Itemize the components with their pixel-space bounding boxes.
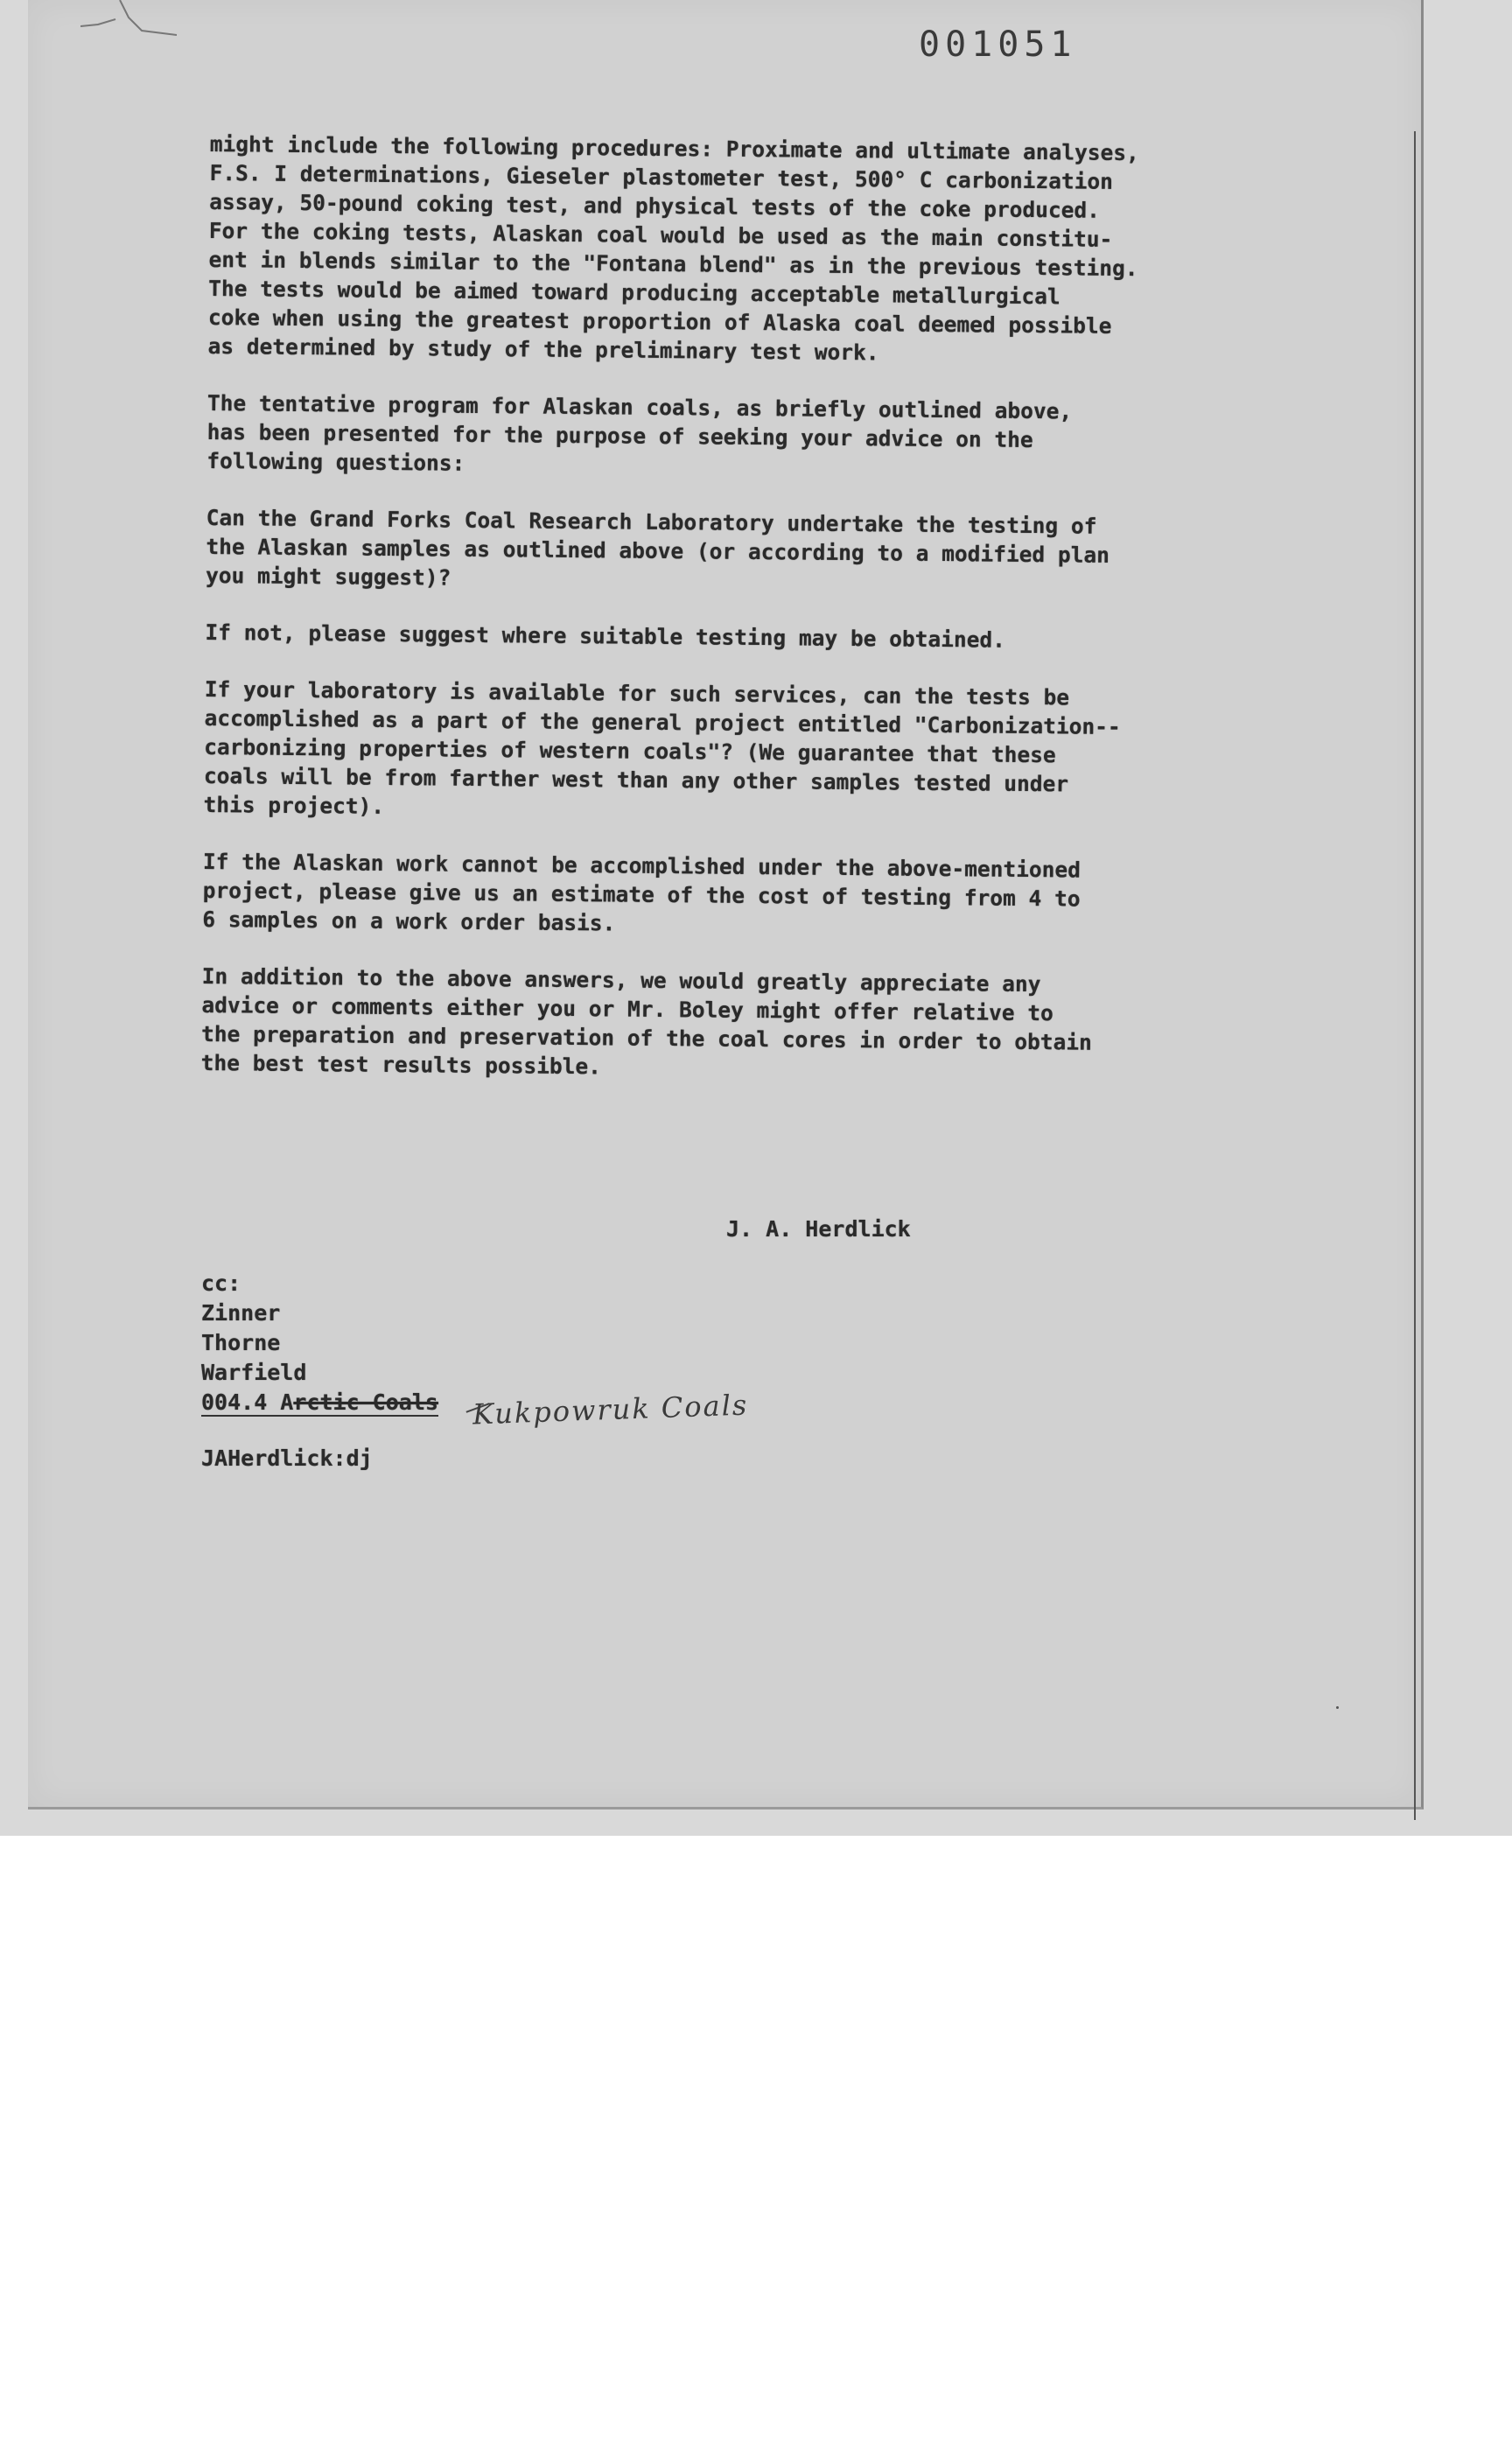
cc-name: Zinner (201, 1300, 281, 1326)
handwritten-note: Kukpowruk Coals (472, 1388, 749, 1432)
scan-speck (1336, 1706, 1339, 1709)
paragraph-procedures: might include the following procedures: Proximate and ultimate analyses, F.S. I determinations, Gieseler plastometer test, 500° C carbonization assay, 50-pound coking test, and physical tests of the coke produced. For the coking tests, Alaskan coal would be used as the main constitu- ent in blends similar to the "Fontana blend" as in the previous testing. The tests would be aimed toward producing acceptable metallurgical coke when using the greatest proportion of Alaska coal deemed possible as determined by study of the preliminary test work. (207, 130, 1139, 366)
paragraph-cost-estimate: If the Alaskan work cannot be accomplished under the above-mentioned project, please give us an estimate of the cost of testing from 4 to 6 samples on a work order basis. (202, 848, 1082, 936)
paragraph-question-testing: Can the Grand Forks Coal Research Laboratory undertake the testing of the Alaskan samples as outlined above (or according to a modified plan you might suggest)? (205, 504, 1110, 591)
cc-name: Warfield (201, 1360, 307, 1385)
paragraph-advice-request: In addition to the above answers, we would greatly appreciate any advice or comments either you or Mr. Boley might offer relative to the preparation and preservation of the coal cores in order to obtain the best test results possible. (200, 962, 1092, 1080)
paragraph-tentative-program: The tentative program for Alaskan coals, as briefly outlined above, has been presented for the purpose of seeking your advice on the following questions: (206, 389, 1073, 476)
document-number: 001051 (919, 24, 1077, 65)
paragraph-laboratory-available: If your laboratory is available for such services, can the tests be accomplished as a part of the general project entitled "Carbonization-- carbonizing properties of western coals"? (We guarantee that these coals will be from farther west than any other samples tested under this project). (203, 676, 1121, 819)
page-edge-line (1414, 131, 1416, 1820)
letter-body (200, 130, 1286, 1116)
file-code-struck: rctic Coals (293, 1390, 438, 1415)
file-reference (201, 1388, 438, 1418)
typist-initials: JAHerdlick:dj (201, 1446, 373, 1471)
cc-list (201, 1269, 438, 1418)
file-code: 004.4 A (201, 1390, 294, 1415)
cc-label: cc: (201, 1270, 242, 1296)
signature-name: J. A. Herdlick (726, 1216, 911, 1242)
paragraph-if-not: If not, please suggest where suitable testing may be obtained. (205, 619, 1006, 653)
torn-corner-mark (80, 0, 177, 39)
cc-name: Thorne (201, 1330, 281, 1355)
